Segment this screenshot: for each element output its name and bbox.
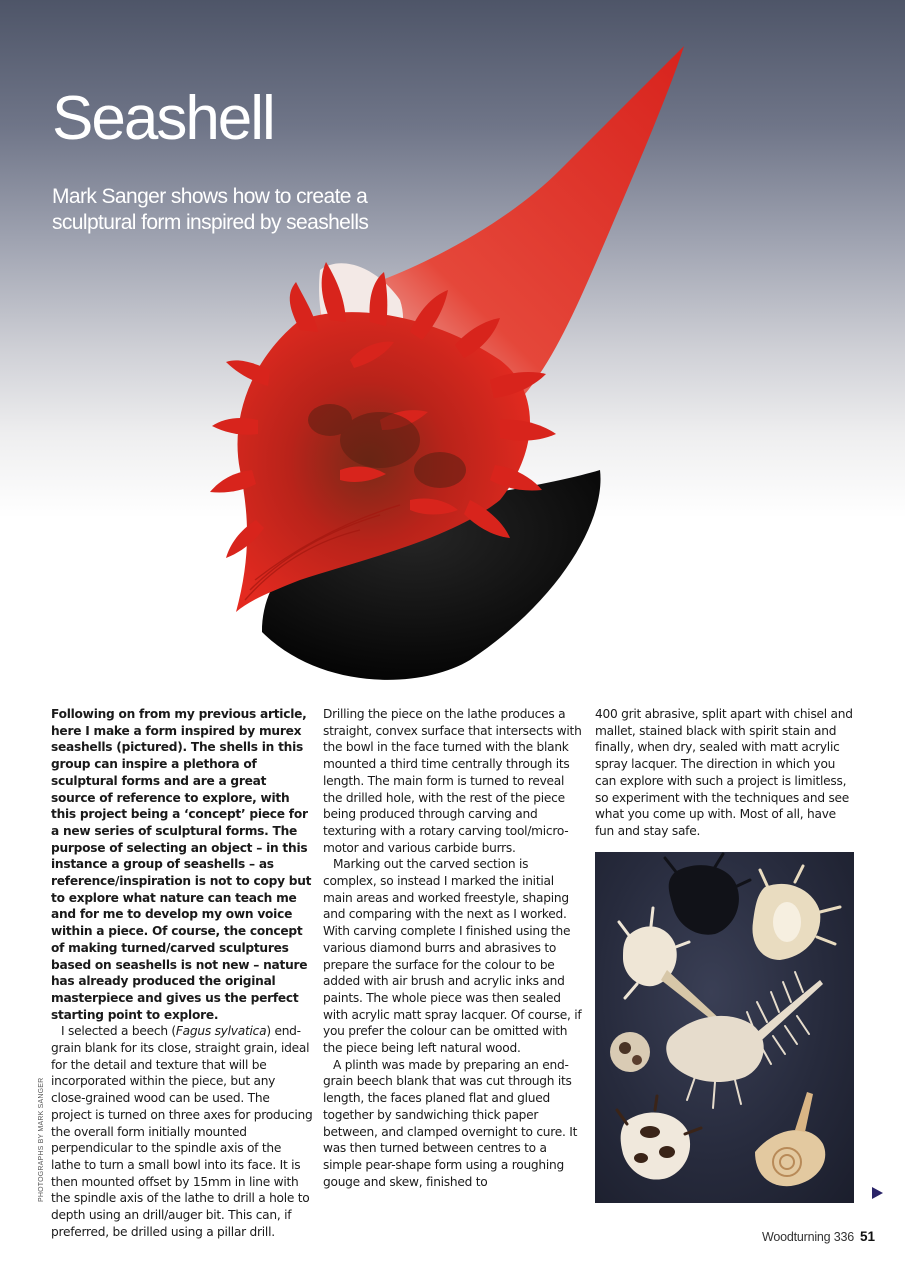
article-column-2 — [323, 706, 583, 1190]
article-paragraph: Marking out the carved section is complex, so instead I marked the initial main areas and worked freestyle, shaping and comparing with the next as I worked. With carving complete I finished using the various diamond burrs and abrasives to prepare the surface for the colour to be added with air brush and acrylic inks and paints. The whole piece was then sealed with acrylic matt spray lacquer. Of course, if you prefer the colour can be omitted with the piece being left natural wood. — [323, 857, 582, 1056]
page-footer — [762, 1228, 875, 1246]
article-column-1 — [51, 706, 313, 1241]
magazine-issue: Woodturning 336 — [761, 1230, 854, 1244]
photo-credit: PHOTOGRAPHS BY MARK SANGER — [38, 1077, 45, 1202]
page-number: 51 — [859, 1229, 875, 1244]
seashells-photo — [595, 852, 854, 1203]
article-paragraph: Drilling the piece on the lathe produces a straight, convex surface that intersects with the bowl in the face turned with the blank mounted a third time centrally through its length. The main form is turned to reveal the drilled hole, with the rest of the piece being produced through carving and texturing with a rotary carving tool/micro-motor and various carbide burrs. — [323, 707, 582, 855]
article-paragraph: I selected a beech (Fagus sylvatica) end-grain blank for its close, straight grain, ideal for the detail and texture that will be incorporated within the piece, but any close-grained wood can be used. The project is turned on three axes for producing the overall form initially mounted perpendicular to the spindle axis of the lathe to turn a small bowl into its face. It is then mounted offset by 15mm in line with the spindle axis of the lathe to drill a hole to depth using an drill/auger bit. This can, if preferred, be drilled using a pillar drill. — [51, 1024, 313, 1239]
article-paragraph: A plinth was made by preparing an end-grain beech blank that was cut through its length, the faces planed flat and glued together by sandwiching thick paper between, and clamped overnight to cure. It was then turned between centres to a simple pear-shape form using a roughing gouge and skew, finished to — [323, 1057, 578, 1189]
article-column-3 — [595, 706, 857, 840]
article-lead: Following on from my previous article, here I make a form inspired by murex seashells (pictured). The shells in this group can inspire a plethora of sculptural forms and are a great source of reference to explore, with this project being a ‘concept’ piece for a new series of sculptural forms. The purpose of selecting an object – in this instance a group of seashells – as reference/inspiration is not to copy but to explore what nature can teach me and for me to develop my own voice within a piece. Of course, the concept of making turned/carved sculptures based on seashells is not new – nature has already produced the original masterpiece and gives us the perfect starting point to explore. — [51, 707, 312, 1022]
article-subtitle: Mark Sanger shows how to create a sculptural form inspired by seashells — [52, 185, 369, 234]
article-paragraph: 400 grit abrasive, split apart with chisel and mallet, stained black with spirit stain and finally, when dry, sealed with matt acrylic spray lacquer. The direction in which you can explore with such a project is limitless, so experiment with the techniques and see what you come up with. Most of all, have fun and stay safe. — [595, 707, 853, 838]
next-page-triangle-right-icon[interactable] — [872, 1187, 883, 1199]
article-title: Seashell — [52, 84, 274, 153]
